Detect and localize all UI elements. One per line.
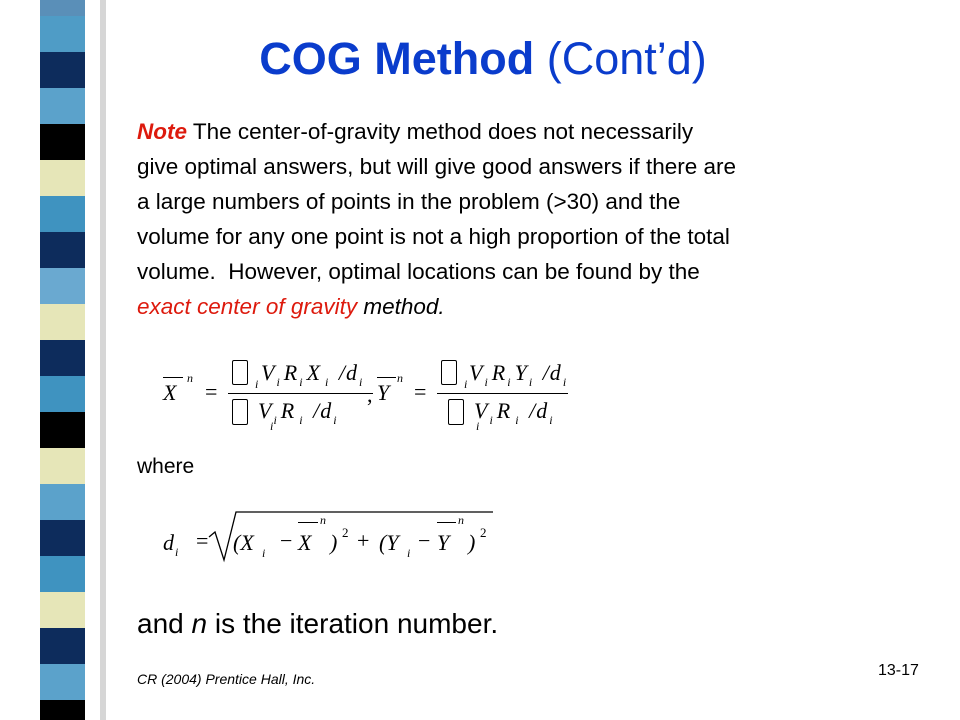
math-subscript: i	[507, 375, 511, 389]
open-x: (X	[233, 530, 254, 555]
math-subscript: i	[322, 375, 329, 389]
y-denominator	[474, 398, 557, 427]
comma: ,	[367, 382, 373, 407]
note-line	[137, 114, 736, 149]
y-bar-symbol: Y	[377, 380, 390, 405]
minus-sign: −	[418, 528, 431, 553]
equals-sign: =	[205, 379, 218, 404]
note-paragraph	[137, 114, 736, 324]
strip-block	[40, 520, 85, 556]
fraction-line	[228, 393, 373, 394]
math-subscript: i	[562, 375, 567, 389]
iteration-superscript: n	[397, 371, 403, 385]
math-symbol: R	[496, 398, 512, 423]
footer-credit: CR (2004) Prentice Hall, Inc.	[137, 671, 316, 687]
closing-sentence	[137, 610, 498, 638]
note-text: The center-of-gravity method does not necessarily	[187, 119, 694, 144]
title-regular: (Cont’d)	[534, 33, 707, 84]
math-symbol: /d	[332, 360, 359, 385]
math-subscript: i	[359, 375, 363, 389]
math-subscript: i	[528, 375, 533, 389]
note-label: Note	[137, 119, 187, 144]
missing-glyph-sum-icon	[232, 360, 248, 385]
strip-block	[40, 448, 85, 484]
x-numerator	[261, 360, 366, 389]
sum-index: i	[464, 377, 468, 391]
sum-index: i	[270, 419, 274, 433]
math-subscript: i	[489, 413, 493, 427]
math-symbol: V	[474, 398, 489, 423]
note-tail: method.	[357, 294, 445, 319]
close-paren: )	[330, 530, 338, 555]
missing-glyph-sum-icon	[448, 399, 464, 425]
equals-sign: =	[196, 528, 209, 553]
closing-before: and	[137, 608, 192, 639]
math-symbol: V	[261, 360, 276, 385]
math-symbol: X	[306, 360, 322, 385]
note-line: volume for any one point is not a high proportion of the total	[137, 224, 730, 249]
x-denominator	[258, 398, 341, 427]
strip-block	[40, 232, 85, 268]
math-symbol: /d	[522, 398, 549, 423]
math-symbol: V	[469, 360, 484, 385]
iteration-superscript: n	[187, 371, 193, 385]
strip-block	[40, 304, 85, 340]
subscript: i	[262, 546, 266, 560]
math-symbol: R	[491, 360, 507, 385]
closing-variable: n	[191, 608, 208, 639]
missing-glyph-sum-icon	[441, 360, 457, 385]
strip-block	[40, 412, 85, 448]
math-subscript: i	[512, 413, 519, 427]
math-subscript: i	[276, 375, 280, 389]
math-subscript: i	[299, 375, 303, 389]
iteration-superscript: n	[458, 513, 464, 527]
subscript: i	[407, 546, 411, 560]
vertical-divider	[100, 0, 106, 720]
math-subscript: i	[549, 413, 553, 427]
math-symbol: R	[280, 398, 296, 423]
distance-symbol: d	[163, 530, 174, 555]
strip-block	[40, 88, 85, 124]
math-symbol: /d	[536, 360, 562, 385]
math-symbol: V	[258, 398, 273, 423]
missing-glyph-sum-icon	[232, 399, 248, 425]
square-exponent: 2	[480, 525, 487, 540]
close-paren: )	[468, 530, 476, 555]
math-symbol: Y	[514, 360, 528, 385]
strip-block	[40, 52, 85, 88]
minus-sign: −	[280, 528, 293, 553]
math-symbol: R	[283, 360, 299, 385]
where-label: where	[137, 455, 195, 478]
slide-title	[120, 34, 846, 84]
strip-block	[40, 376, 85, 412]
y-bar-symbol: Y	[437, 530, 450, 555]
math-subscript: i	[333, 413, 337, 427]
note-line: volume. However, optimal locations can be found by the	[137, 259, 700, 284]
strip-block	[40, 268, 85, 304]
note-line: a large numbers of points in the problem (>30) and the	[137, 189, 681, 214]
strip-block	[40, 160, 85, 196]
math-subscript: i	[296, 413, 303, 427]
strip-block	[40, 124, 85, 160]
title-bold: COG Method	[259, 33, 535, 84]
overbar	[437, 522, 456, 523]
plus-sign: +	[357, 528, 370, 553]
open-y: (Y	[379, 530, 399, 555]
emphasis-text: exact center of gravity	[137, 294, 358, 319]
overbar	[377, 377, 396, 378]
equals-sign: =	[414, 379, 427, 404]
note-line	[137, 289, 736, 324]
strip-block	[40, 700, 85, 720]
x-bar-symbol: X	[163, 380, 177, 405]
x-bar-symbol: X	[298, 530, 312, 555]
sum-index: i	[255, 377, 259, 391]
strip-block	[40, 0, 85, 16]
closing-after: is the iteration number.	[207, 608, 499, 639]
sum-index: i	[476, 419, 480, 433]
y-numerator	[469, 360, 570, 389]
square-exponent: 2	[342, 525, 349, 540]
slide-number: 13-17	[878, 662, 919, 679]
strip-block	[40, 556, 85, 592]
strip-block	[40, 664, 85, 700]
math-subscript: i	[484, 375, 488, 389]
math-subscript: i	[273, 413, 277, 427]
strip-block	[40, 340, 85, 376]
subscript: i	[175, 545, 179, 559]
iteration-superscript: n	[320, 513, 326, 527]
overbar	[298, 522, 318, 523]
overbar	[163, 377, 183, 378]
note-line: give optimal answers, but will give good answers if there are	[137, 154, 737, 179]
decorative-color-strip	[40, 0, 85, 720]
strip-block	[40, 592, 85, 628]
strip-block	[40, 16, 85, 52]
strip-block	[40, 484, 85, 520]
math-symbol: /d	[306, 398, 333, 423]
fraction-line	[437, 393, 568, 394]
strip-block	[40, 628, 85, 664]
strip-block	[40, 196, 85, 232]
